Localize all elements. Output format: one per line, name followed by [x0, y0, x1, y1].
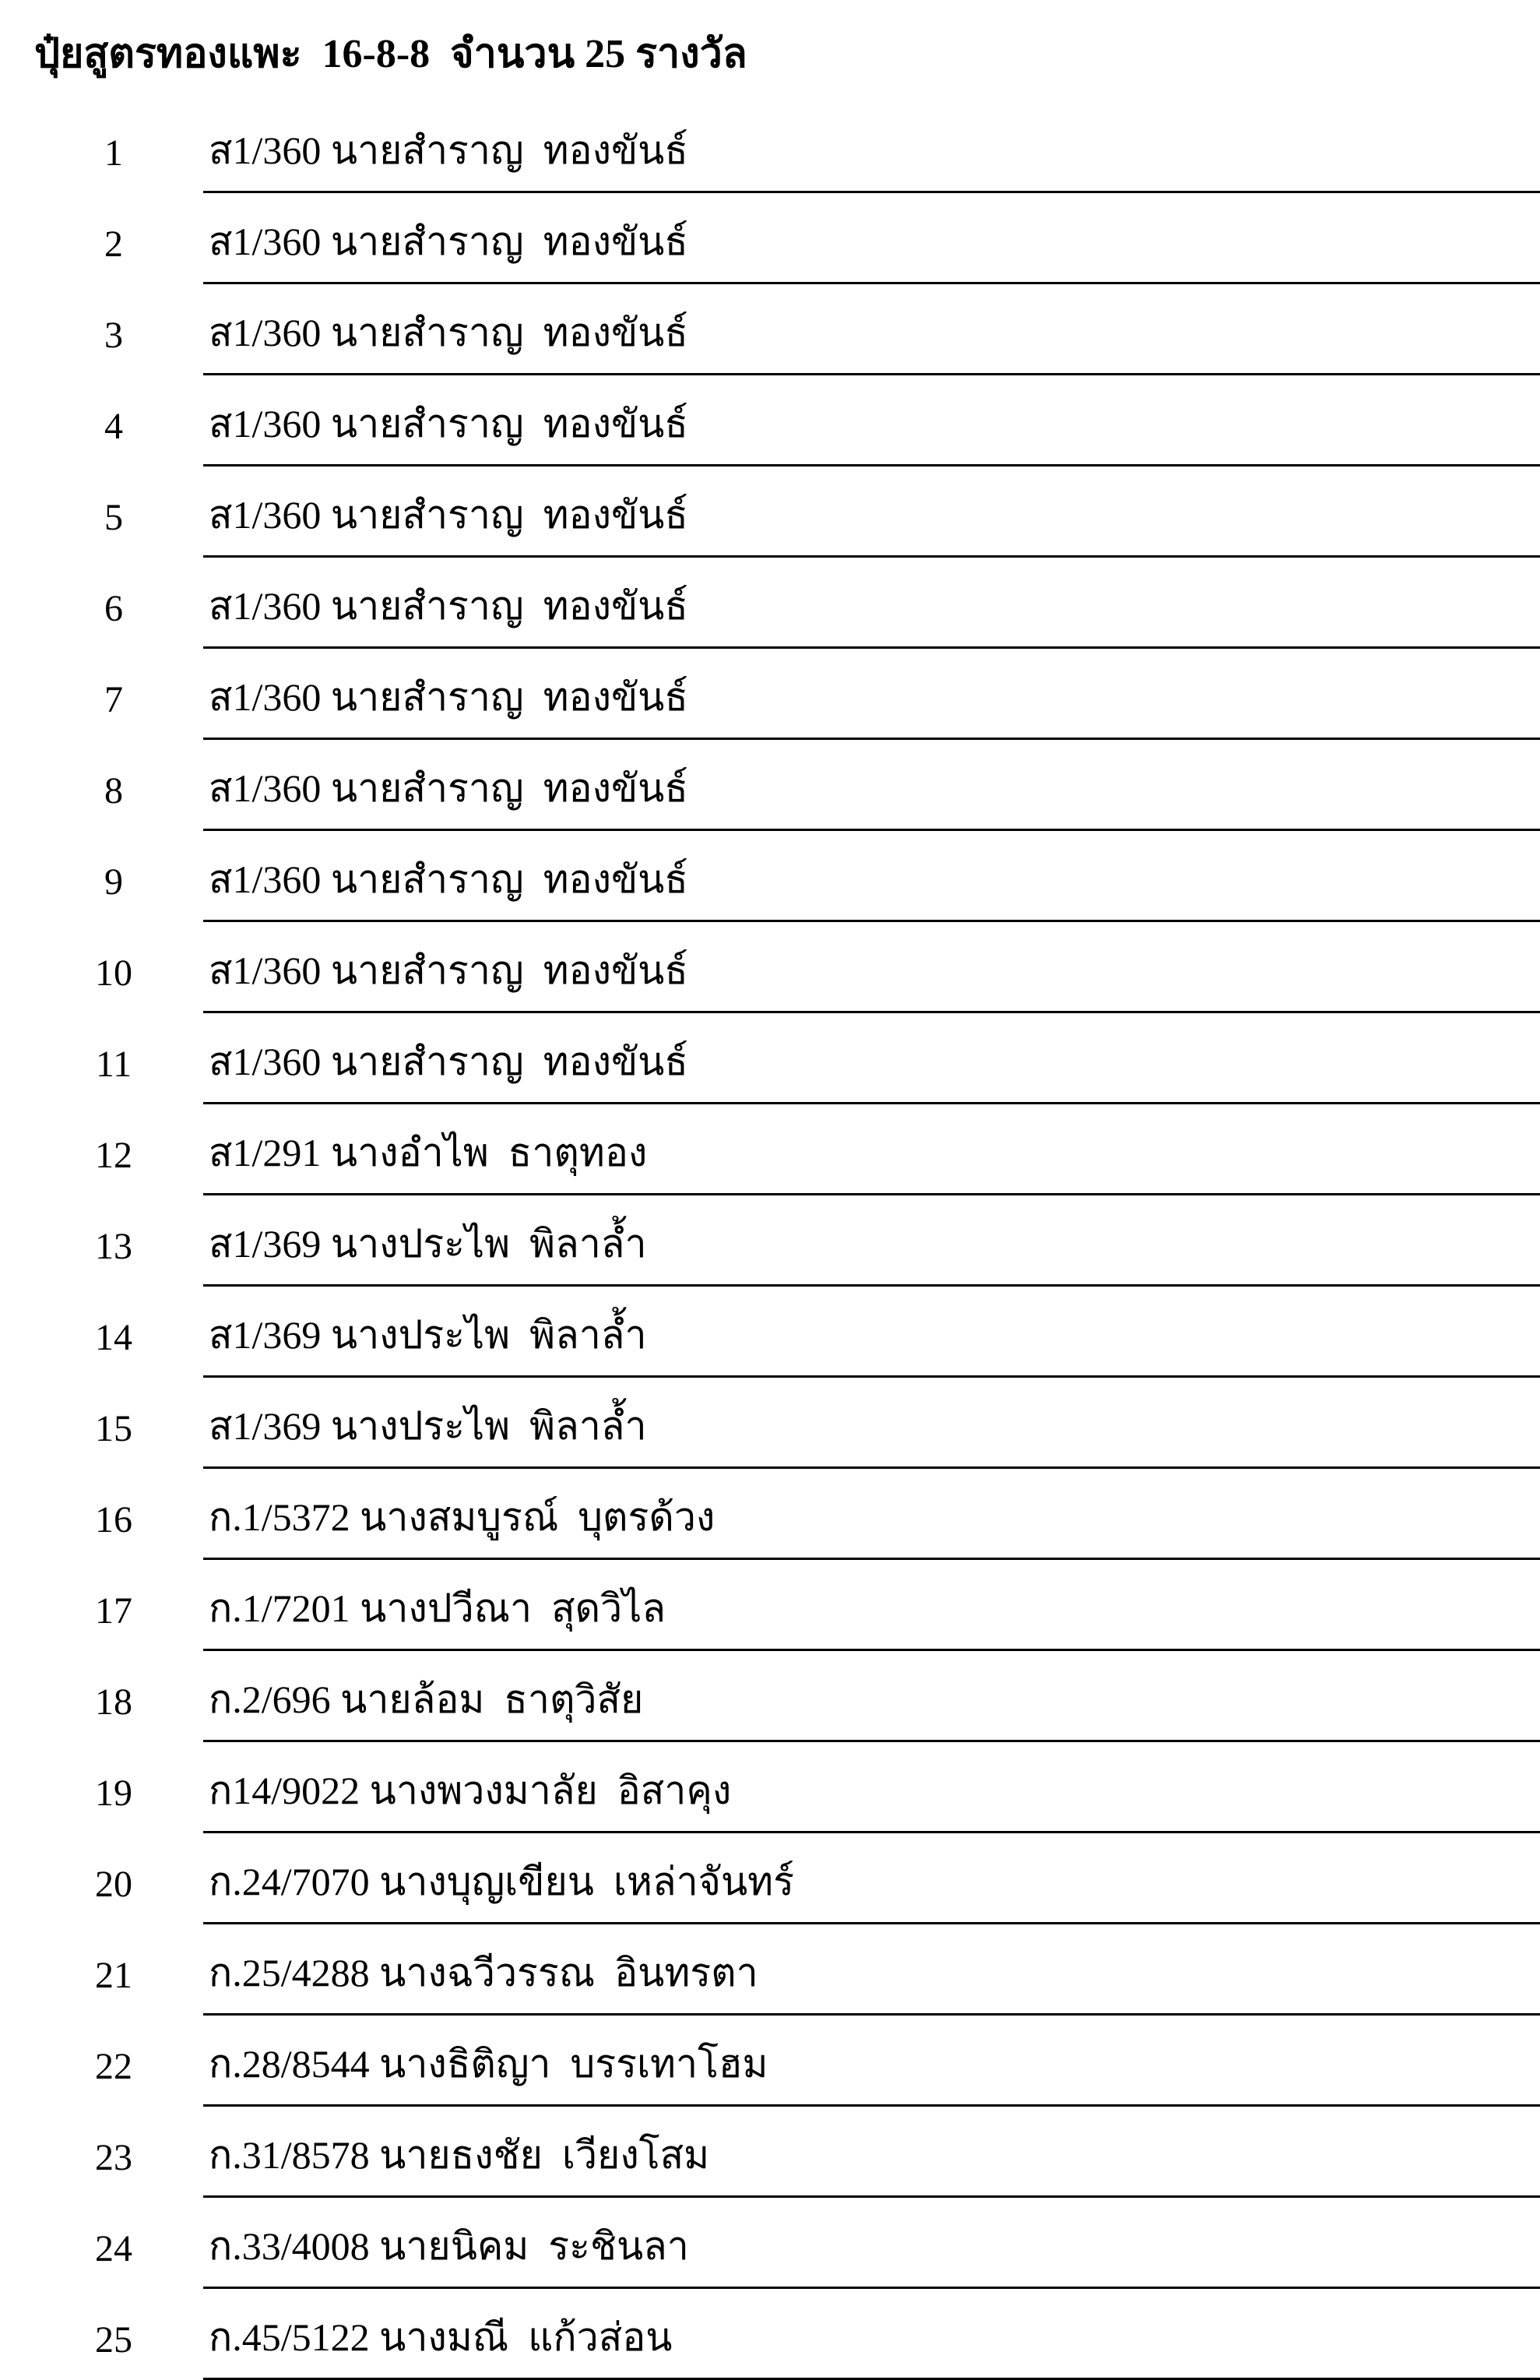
item-number: 6 [104, 588, 123, 629]
winner-entry: ก.1/7201 นางปวีณา สุดวิไล [209, 1586, 666, 1630]
winner-entry: ส1/360 นายสำราญ ทองขันธ์ [209, 675, 688, 719]
list-item [0, 1195, 1540, 1287]
item-number: 22 [95, 2046, 132, 2087]
item-number: 1 [104, 132, 123, 174]
winner-entry: ก.25/4288 นางฉวีวรรณ อินทรตา [209, 1951, 758, 1994]
item-number: 7 [104, 679, 123, 720]
item-number: 10 [95, 952, 132, 994]
item-number: 11 [95, 1044, 132, 1085]
winner-entry: ส1/360 นายสำราญ ทองขันธ์ [209, 857, 688, 901]
winner-entry: ส1/360 นายสำราญ ทองขันธ์ [209, 493, 688, 537]
list-item [0, 922, 1540, 1013]
list-item [0, 466, 1540, 558]
item-number: 16 [95, 1499, 132, 1540]
list-item [0, 1378, 1540, 1469]
winner-entry: ส1/360 นายสำราญ ทองขันธ์ [209, 584, 688, 628]
item-number: 3 [104, 315, 123, 356]
list-item [0, 831, 1540, 922]
list-item [0, 1560, 1540, 1651]
item-number: 23 [95, 2137, 132, 2178]
list-item [0, 649, 1540, 740]
winner-entry: ก.1/5372 นางสมบูรณ์ บุตรด้วง [209, 1495, 716, 1539]
winner-entry: ส1/360 นายสำราญ ทองขันธ์ [209, 220, 688, 263]
winner-list [0, 102, 1540, 2380]
winner-entry: ส1/360 นายสำราญ ทองขันธ์ [209, 311, 688, 354]
item-number: 4 [104, 406, 123, 447]
list-item [0, 740, 1540, 831]
winner-entry: ส1/360 นายสำราญ ทองขันธ์ [209, 402, 688, 445]
list-item [0, 558, 1540, 649]
item-number: 20 [95, 1864, 132, 1905]
list-item [0, 2198, 1540, 2289]
list-item [0, 1287, 1540, 1378]
item-number: 24 [95, 2228, 132, 2269]
item-number: 21 [95, 1955, 132, 1996]
winner-entry: ส1/360 นายสำราญ ทองขันธ์ [209, 949, 688, 992]
winner-entry: ก.24/7070 นางบุญเขียน เหล่าจันทร์ [209, 1860, 794, 1903]
item-number: 13 [95, 1226, 132, 1267]
list-item [0, 1104, 1540, 1195]
item-number: 18 [95, 1681, 132, 1723]
list-item [0, 2107, 1540, 2198]
list-item [0, 2016, 1540, 2107]
list-item [0, 1013, 1540, 1104]
list-item [0, 1651, 1540, 1742]
winner-entry: ส1/369 นางประไพ พิลาล้ำ [209, 1404, 647, 1448]
item-number: 25 [95, 2319, 132, 2361]
winner-entry: ส1/360 นายสำราญ ทองขันธ์ [209, 129, 688, 172]
list-item [0, 284, 1540, 375]
list-item [0, 1742, 1540, 1833]
item-number: 8 [104, 770, 123, 812]
list-item [0, 1924, 1540, 2016]
winner-entry: ก.45/5122 นางมณี แก้วส่อน [209, 2315, 673, 2359]
list-item [0, 375, 1540, 466]
list-item [0, 1469, 1540, 1560]
item-number: 15 [95, 1408, 132, 1449]
item-number: 17 [95, 1590, 132, 1632]
item-number: 2 [104, 224, 123, 265]
item-number: 12 [95, 1135, 132, 1176]
winner-entry: ส1/369 นางประไพ พิลาล้ำ [209, 1222, 647, 1266]
item-number: 9 [104, 861, 123, 903]
document-title: ปุ๋ยสูตรทองแพะ 16-8-8 จำนวน 25 รางวัล [34, 32, 747, 76]
winner-entry: ก.2/696 นายล้อม ธาตุวิสัย [209, 1678, 644, 1721]
list-item [0, 102, 1540, 193]
winner-entry: ส1/360 นายสำราญ ทองขันธ์ [209, 766, 688, 810]
winner-entry: ก.28/8544 นางธิติญา บรรเทาโฮม [209, 2042, 768, 2086]
winner-entry: ก14/9022 นางพวงมาลัย อิสาคุง [209, 1769, 732, 1812]
winner-entry: ส1/369 นางประไพ พิลาล้ำ [209, 1313, 647, 1357]
item-number: 14 [95, 1317, 132, 1358]
winner-entry: ส1/291 นางอำไพ ธาตุทอง [209, 1131, 648, 1174]
item-number: 19 [95, 1773, 132, 1814]
list-item [0, 1833, 1540, 1924]
list-item [0, 193, 1540, 284]
winner-entry: ก.33/4008 นายนิคม ระชินลา [209, 2224, 689, 2268]
item-number: 5 [104, 497, 123, 538]
winner-entry: ก.31/8578 นายธงชัย เวียงโสม [209, 2133, 710, 2177]
list-item [0, 2289, 1540, 2380]
winner-entry: ส1/360 นายสำราญ ทองขันธ์ [209, 1040, 688, 1083]
